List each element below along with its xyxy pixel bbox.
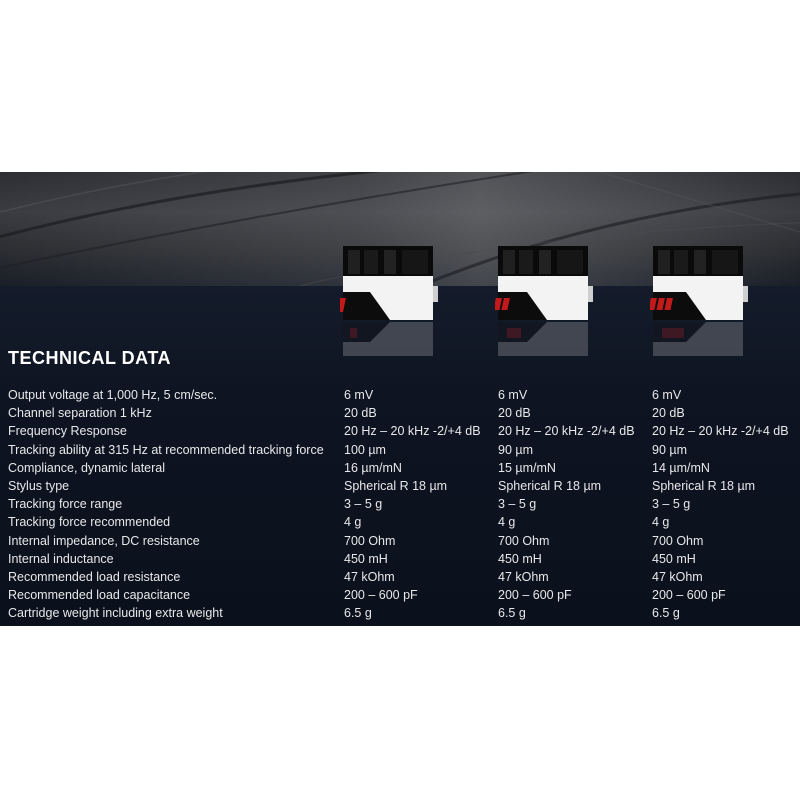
spec-value-model-3: 200 – 600 pF [652,588,726,603]
table-row [0,441,800,459]
spec-value-model-2: 6.5 g [498,606,526,621]
spec-value-model-3: 700 Ohm [652,533,704,548]
spec-value-model-3: 6 mV [652,388,682,402]
spec-value-model-2: 450 mH [498,551,542,566]
spec-value-model-2: 4 g [498,515,516,530]
table-row [0,422,800,440]
spec-value-model-1: 700 Ohm [344,533,396,548]
spec-value-model-1: 16 µm/mN [344,460,402,475]
spec-value-model-2: Spherical R 18 µm [498,479,602,494]
spec-value-model-1: Spherical R 18 µm [344,479,448,494]
spec-value-model-1: 450 mH [344,551,388,566]
spec-value-model-2: 47 kOhm [498,570,549,585]
spec-value-model-1: 6 mV [344,388,374,402]
spec-value-model-2: 3 – 5 g [498,497,537,512]
spec-label: Tracking force range [8,497,123,512]
spec-value-model-2: 20 dB [498,406,531,421]
spec-value-model-3: 4 g [652,515,670,530]
spec-value-model-2: 20 Hz – 20 kHz -2/+4 dB [498,424,635,439]
spec-value-model-1: 20 Hz – 20 kHz -2/+4 dB [344,424,481,439]
spec-value-model-2: 200 – 600 pF [498,588,572,603]
spec-value-model-3: 14 µm/mN [652,460,710,475]
table-row [0,513,800,531]
table-row [0,586,800,604]
table-row [0,404,800,422]
table-row [0,550,800,568]
spec-value-model-1: 100 µm [344,442,386,457]
spec-value-model-1: 200 – 600 pF [344,588,418,603]
spec-label: Internal impedance, DC resistance [8,533,200,548]
spec-value-model-3: 47 kOhm [652,570,703,585]
table-row [0,532,800,550]
table-row [0,477,800,495]
spec-label: Output voltage at 1,000 Hz, 5 cm/sec. [8,388,218,402]
spec-label: Recommended load resistance [8,570,181,585]
spec-label: Recommended load capacitance [8,588,191,603]
spec-label: Compliance, dynamic lateral [8,460,166,475]
spec-value-model-2: 6 mV [498,388,528,402]
table-row [0,495,800,513]
spec-label: Tracking ability at 315 Hz at recommended tracking force [8,442,324,457]
table-row [0,459,800,477]
spec-label: Channel separation 1 kHz [8,406,152,421]
spec-value-model-1: 3 – 5 g [344,497,383,512]
spec-value-model-3: Spherical R 18 µm [652,479,756,494]
table-row [0,386,800,404]
spec-value-model-3: 90 µm [652,442,687,457]
spec-value-model-1: 4 g [344,515,362,530]
spec-value-model-2: 90 µm [498,442,533,457]
section-title: TECHNICAL DATA [8,348,171,368]
spec-value-model-2: 700 Ohm [498,533,550,548]
spec-value-model-1: 20 dB [344,406,377,421]
spec-table [0,386,800,623]
spec-label: Internal inductance [8,551,114,566]
spec-value-model-2: 15 µm/mN [498,460,556,475]
spec-value-model-3: 450 mH [652,551,696,566]
spec-value-model-3: 20 Hz – 20 kHz -2/+4 dB [652,424,789,439]
spec-label: Cartridge weight including extra weight [8,606,223,621]
spec-value-model-1: 47 kOhm [344,570,395,585]
spec-label: Tracking force recommended [8,515,171,530]
table-row [0,568,800,586]
table-row [0,604,800,622]
spec-value-model-3: 3 – 5 g [652,497,691,512]
spec-panel [0,172,800,626]
spec-value-model-3: 20 dB [652,406,685,421]
spec-label: Stylus type [8,479,70,494]
spec-label: Frequency Response [8,424,127,439]
spec-value-model-1: 6.5 g [344,606,372,621]
spec-value-model-3: 6.5 g [652,606,680,621]
